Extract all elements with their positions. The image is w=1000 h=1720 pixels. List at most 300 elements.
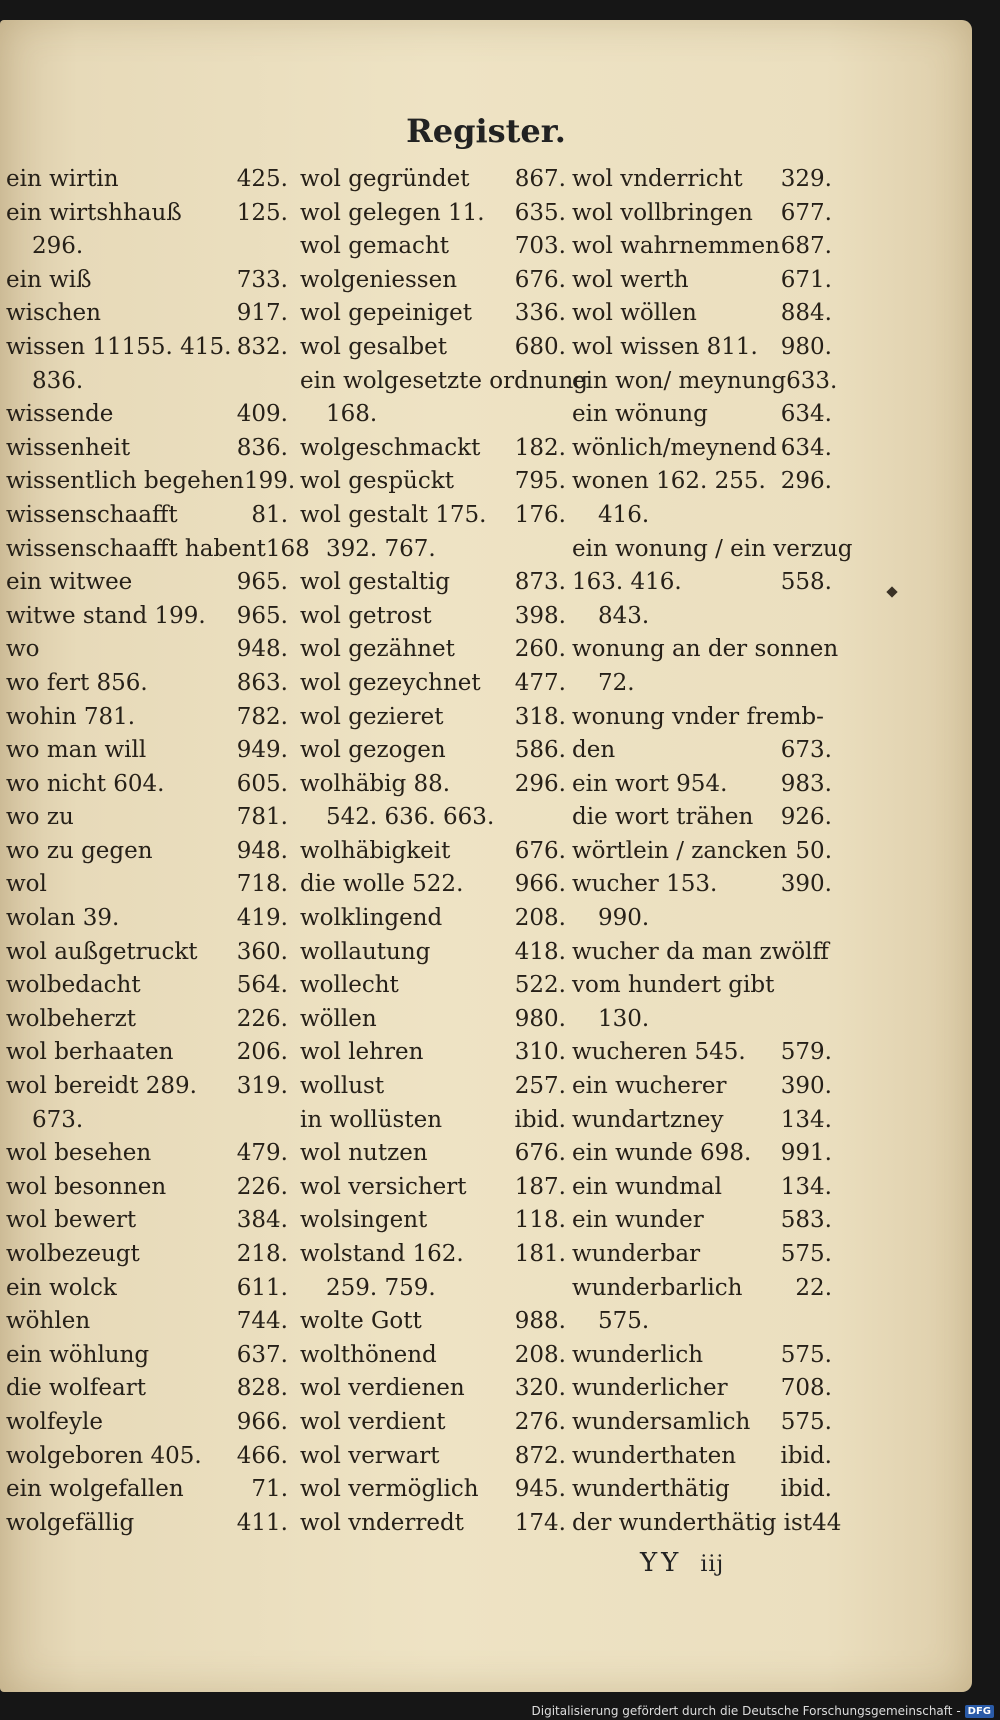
index-entry bbox=[300, 969, 568, 1003]
entry-page-ref: 187. bbox=[514, 1173, 566, 1200]
entry-page-ref: 181. bbox=[514, 1241, 566, 1267]
index-entry bbox=[572, 1238, 834, 1272]
entry-term: wol verdient bbox=[300, 1408, 446, 1435]
entry-term: wolan 39. bbox=[6, 905, 120, 932]
index-entry bbox=[6, 297, 290, 331]
index-entry bbox=[300, 197, 568, 231]
entry-term: ein wonung / ein verzug bbox=[572, 535, 853, 562]
entry-page-ref: 296. bbox=[780, 468, 832, 495]
index-entry bbox=[6, 197, 290, 231]
index-entry bbox=[300, 667, 568, 701]
entry-page-ref: 991. bbox=[780, 1140, 832, 1167]
entry-page-ref: 71. bbox=[251, 1476, 288, 1503]
index-entry bbox=[572, 1440, 834, 1474]
entry-term: wönlich/meynend bbox=[572, 434, 777, 461]
index-entry bbox=[6, 667, 290, 701]
entry-page-ref: 687. bbox=[780, 233, 832, 260]
entry-term: der wunderthätig ist bbox=[572, 1509, 813, 1536]
entry-term: wol vollbringen bbox=[572, 199, 753, 226]
entry-term: wol wahrnemmen bbox=[572, 233, 780, 260]
entry-page-ref: 611. bbox=[236, 1274, 288, 1301]
entry-page-ref: 125. bbox=[236, 199, 288, 226]
entry-term: vom hundert gibt bbox=[572, 972, 775, 999]
entry-term: wol gezähnet bbox=[300, 636, 455, 663]
entry-term: wol verwart bbox=[300, 1442, 440, 1469]
index-entry bbox=[572, 1171, 834, 1205]
entry-page-ref: 44 bbox=[812, 1509, 842, 1536]
entry-term: 168. bbox=[326, 401, 378, 428]
entry-term: ein wirtin bbox=[6, 166, 119, 192]
index-entry bbox=[300, 432, 568, 466]
entry-page-ref: 176. bbox=[514, 501, 566, 528]
index-entry bbox=[572, 768, 834, 802]
entry-term: ein wundmal bbox=[572, 1173, 723, 1200]
entry-term: wol vermöglich bbox=[300, 1476, 479, 1503]
entry-term: wol vnderricht bbox=[572, 166, 743, 192]
entry-term: wol gegründet bbox=[300, 166, 470, 192]
entry-page-ref: 218. bbox=[236, 1241, 288, 1267]
index-entry bbox=[6, 499, 290, 533]
entry-term: wunderthaten bbox=[572, 1442, 737, 1469]
entry-term: wolgeschmackt bbox=[300, 434, 481, 461]
index-entry bbox=[6, 1372, 290, 1406]
entry-page-ref: 863. bbox=[236, 669, 288, 696]
entry-page-ref: 708. bbox=[780, 1375, 832, 1402]
index-entry bbox=[6, 432, 290, 466]
entry-page-ref: 718. bbox=[236, 871, 288, 898]
index-entry bbox=[572, 1137, 834, 1171]
entry-term: wolbedacht bbox=[6, 972, 141, 999]
index-entry bbox=[572, 734, 834, 768]
index-entry bbox=[6, 801, 290, 835]
entry-page-ref: 676. bbox=[514, 837, 566, 864]
entry-page-ref: 966. bbox=[236, 1408, 288, 1435]
entry-term: die wort trähen bbox=[572, 804, 754, 831]
index-entry bbox=[300, 1372, 568, 1406]
entry-page-ref: 965. bbox=[236, 569, 288, 596]
index-entry bbox=[6, 264, 290, 298]
index-entry bbox=[300, 1406, 568, 1440]
entry-page-ref: 575. bbox=[780, 1241, 832, 1267]
index-entry bbox=[572, 566, 834, 600]
index-entry bbox=[300, 1137, 568, 1171]
index-entry bbox=[572, 533, 853, 567]
index-entry bbox=[300, 801, 568, 835]
entry-term: wol gezieret bbox=[300, 703, 444, 730]
entry-term: wolbezeugt bbox=[6, 1241, 140, 1267]
entry-term: wol außgetruckt bbox=[6, 938, 198, 965]
entry-term: wol getrost bbox=[300, 602, 432, 629]
entry-term: wol bbox=[6, 871, 47, 898]
entry-page-ref: 208. bbox=[514, 905, 566, 932]
index-entry bbox=[6, 1070, 290, 1104]
index-entry bbox=[572, 365, 838, 399]
entry-term: 836. bbox=[32, 367, 84, 394]
entry-term: wo man will bbox=[6, 737, 147, 764]
entry-term: witwe stand 199. bbox=[6, 602, 206, 629]
entry-term: ein wöhlung bbox=[6, 1341, 150, 1368]
entry-term: wolte Gott bbox=[300, 1308, 422, 1335]
entry-term: ein wolck bbox=[6, 1274, 117, 1301]
entry-page-ref: 671. bbox=[780, 266, 832, 293]
entry-term: 542. 636. 663. bbox=[326, 804, 495, 831]
index-entry bbox=[300, 936, 568, 970]
entry-page-ref: 733. bbox=[236, 266, 288, 293]
entry-page-ref: 466. bbox=[236, 1442, 288, 1469]
entry-term: ein wunde 698. bbox=[572, 1140, 752, 1167]
entry-term: wolthönend bbox=[300, 1341, 437, 1368]
entry-page-ref: 208. bbox=[514, 1341, 566, 1368]
entry-term: ein wiß bbox=[6, 266, 92, 293]
entry-term: wunderthätig bbox=[572, 1476, 730, 1503]
entry-term: wissenschaafft bbox=[6, 501, 178, 528]
entry-term: wohin 781. bbox=[6, 703, 136, 730]
entry-page-ref: 948. bbox=[236, 636, 288, 663]
entry-term: wolhäbigkeit bbox=[300, 837, 451, 864]
entry-page-ref: 182. bbox=[514, 434, 566, 461]
entry-page-ref: 411. bbox=[236, 1509, 288, 1536]
index-entry bbox=[572, 1104, 834, 1138]
entry-page-ref: 318. bbox=[514, 703, 566, 730]
entry-page-ref: 884. bbox=[780, 300, 832, 327]
entry-term: wissentlich begehen bbox=[6, 468, 244, 495]
entry-page-ref: 673. bbox=[780, 737, 832, 764]
entry-page-ref: 635. bbox=[514, 199, 566, 226]
entry-page-ref: 319. bbox=[236, 1073, 288, 1100]
index-entry bbox=[572, 902, 834, 936]
index-entry bbox=[572, 667, 834, 701]
entry-page-ref: 22. bbox=[795, 1274, 832, 1301]
index-entry bbox=[572, 197, 834, 231]
entry-page-ref: 948. bbox=[236, 837, 288, 864]
entry-term: wol vnderredt bbox=[300, 1509, 464, 1536]
index-entry bbox=[572, 1372, 834, 1406]
entry-term: wolbeherzt bbox=[6, 1005, 137, 1032]
entry-term: wol bereidt 289. bbox=[6, 1073, 197, 1100]
entry-term: den bbox=[572, 737, 616, 764]
entry-term: ein witwee bbox=[6, 569, 133, 596]
entry-page-ref: 418. bbox=[514, 938, 566, 965]
entry-page-ref: 477. bbox=[514, 669, 566, 696]
index-entry bbox=[6, 533, 310, 567]
index-entry bbox=[6, 1272, 290, 1306]
entry-term: die wolle 522. bbox=[300, 871, 464, 898]
index-entry bbox=[572, 230, 834, 264]
index-entry bbox=[300, 1036, 568, 1070]
entry-page-ref: 637. bbox=[236, 1341, 288, 1368]
entry-term: wol besehen bbox=[6, 1140, 152, 1167]
index-entry bbox=[300, 1507, 568, 1541]
entry-term: wol lehren bbox=[300, 1039, 424, 1066]
entry-term: wolgeniessen bbox=[300, 266, 458, 293]
digitization-credit bbox=[532, 1704, 995, 1718]
index-entry bbox=[6, 163, 290, 197]
index-entry bbox=[6, 701, 290, 735]
entry-term: wunderlicher bbox=[572, 1375, 728, 1402]
index-entry bbox=[6, 1473, 290, 1507]
entry-page-ref: 174. bbox=[514, 1509, 566, 1536]
entry-term: wolsingent bbox=[300, 1207, 428, 1234]
entry-term: wollust bbox=[300, 1073, 385, 1100]
index-entry bbox=[300, 230, 568, 264]
index-entry bbox=[300, 1339, 568, 1373]
index-column-2 bbox=[300, 163, 588, 1540]
index-entry bbox=[300, 1305, 568, 1339]
entry-page-ref: 836. bbox=[236, 434, 288, 461]
entry-term: 72. bbox=[598, 669, 635, 696]
index-entry bbox=[300, 768, 568, 802]
entry-page-ref: 781. bbox=[236, 804, 288, 831]
index-entry bbox=[6, 1137, 290, 1171]
entry-page-ref: 945. bbox=[514, 1476, 566, 1503]
entry-term: wunderbar bbox=[572, 1241, 701, 1267]
signature-mark bbox=[640, 1548, 724, 1578]
entry-term: ein wirtshhauß bbox=[6, 199, 182, 226]
entry-term: ein wort 954. bbox=[572, 770, 728, 797]
entry-term: 673. bbox=[32, 1106, 84, 1133]
index-entry bbox=[300, 1070, 568, 1104]
entry-term: wol versichert bbox=[300, 1173, 467, 1200]
entry-term: wol gezeychnet bbox=[300, 669, 481, 696]
index-entry bbox=[300, 1238, 568, 1272]
index-entry bbox=[6, 1171, 290, 1205]
entry-term: ein wolgefallen bbox=[6, 1476, 184, 1503]
entry-page-ref: ibid. bbox=[514, 1106, 566, 1133]
entry-page-ref: 828. bbox=[236, 1375, 288, 1402]
entry-page-ref: 199. bbox=[243, 468, 296, 495]
entry-term: ein wolgesetzte ordnung bbox=[300, 367, 588, 394]
entry-term: wolfeyle bbox=[6, 1408, 103, 1435]
index-entry bbox=[300, 1440, 568, 1474]
book-page bbox=[0, 20, 972, 1692]
entry-page-ref: 320. bbox=[514, 1375, 566, 1402]
entry-page-ref: 257. bbox=[514, 1073, 566, 1100]
entry-page-ref: 479. bbox=[236, 1140, 288, 1167]
entry-page-ref: 398. bbox=[514, 602, 566, 629]
entry-term: wöllen bbox=[300, 1005, 377, 1032]
entry-term: wol gemacht bbox=[300, 233, 449, 260]
index-entry bbox=[6, 1305, 290, 1339]
entry-page-ref: 168 bbox=[265, 535, 310, 562]
entry-term: wollautung bbox=[300, 938, 431, 965]
entry-term: wöhlen bbox=[6, 1308, 91, 1335]
entry-term: wo fert 856. bbox=[6, 669, 148, 696]
index-entry bbox=[300, 365, 588, 399]
index-entry bbox=[572, 1036, 834, 1070]
index-entry bbox=[572, 1003, 834, 1037]
index-entry bbox=[572, 264, 834, 298]
index-entry bbox=[300, 1104, 568, 1138]
index-entry bbox=[572, 1473, 834, 1507]
entry-page-ref: 676. bbox=[514, 266, 566, 293]
entry-page-ref: 50. bbox=[795, 837, 832, 864]
entry-term: 843. bbox=[598, 602, 650, 629]
entry-page-ref: 296. bbox=[514, 770, 566, 797]
index-entry bbox=[300, 734, 568, 768]
entry-term: wo bbox=[6, 636, 40, 663]
entry-term: 575. bbox=[598, 1308, 650, 1335]
index-entry bbox=[300, 1204, 568, 1238]
index-entry bbox=[6, 969, 290, 1003]
entry-term: wissenschaafft habent bbox=[6, 535, 266, 562]
index-entry bbox=[6, 734, 290, 768]
entry-page-ref: 522. bbox=[514, 972, 566, 999]
entry-term: ein wucherer bbox=[572, 1073, 727, 1100]
index-entry bbox=[6, 600, 290, 634]
index-entry bbox=[300, 1003, 568, 1037]
entry-page-ref: 586. bbox=[514, 737, 566, 764]
entry-term: wischen bbox=[6, 300, 101, 327]
entry-page-ref: 605. bbox=[236, 770, 288, 797]
entry-term: 130. bbox=[598, 1005, 650, 1032]
index-entry bbox=[300, 1473, 568, 1507]
entry-term: wolgefällig bbox=[6, 1509, 135, 1536]
entry-page-ref: 832. bbox=[236, 333, 288, 360]
entry-page-ref: 965. bbox=[236, 602, 288, 629]
entry-page-ref: 226. bbox=[236, 1005, 288, 1032]
entry-page-ref: ibid. bbox=[780, 1442, 832, 1469]
entry-page-ref: 583. bbox=[780, 1207, 832, 1234]
entry-page-ref: 949. bbox=[236, 737, 288, 764]
entry-page-ref: 966. bbox=[514, 871, 566, 898]
index-entry bbox=[300, 499, 568, 533]
entry-term: die wolfeart bbox=[6, 1375, 146, 1402]
page-heading: Register. bbox=[406, 112, 566, 150]
entry-page-ref: 118. bbox=[514, 1207, 566, 1234]
index-entry bbox=[6, 230, 290, 264]
entry-term: wunderlich bbox=[572, 1341, 704, 1368]
entry-term: 392. 767. bbox=[326, 535, 436, 562]
index-entry bbox=[6, 902, 290, 936]
entry-page-ref: 384. bbox=[236, 1207, 288, 1234]
entry-page-ref: 917. bbox=[236, 300, 288, 327]
entry-term: wol gesalbet bbox=[300, 333, 447, 360]
index-entry bbox=[6, 1204, 290, 1238]
index-entry bbox=[300, 163, 568, 197]
entry-page-ref: 634. bbox=[780, 434, 832, 461]
entry-page-ref: 988. bbox=[514, 1308, 566, 1335]
index-entry bbox=[300, 297, 568, 331]
index-entry bbox=[572, 331, 834, 365]
index-entry bbox=[300, 633, 568, 667]
index-entry bbox=[572, 835, 834, 869]
index-entry bbox=[6, 768, 290, 802]
entry-page-ref: 390. bbox=[780, 871, 832, 898]
index-entry bbox=[6, 331, 290, 365]
entry-term: wucheren 545. bbox=[572, 1039, 746, 1066]
index-entry bbox=[6, 566, 290, 600]
signature-letters: YY bbox=[640, 1548, 683, 1578]
entry-page-ref: 390. bbox=[780, 1073, 832, 1100]
entry-term: wol werth bbox=[572, 266, 689, 293]
entry-page-ref: 680. bbox=[514, 333, 566, 360]
entry-page-ref: ibid. bbox=[780, 1476, 832, 1503]
credit-text: Digitalisierung gefördert durch die Deutsche Forschungsgemeinschaft - bbox=[531, 1704, 961, 1718]
entry-term: wundartzney bbox=[572, 1106, 724, 1133]
entry-page-ref: 310. bbox=[514, 1039, 566, 1066]
index-entry bbox=[300, 398, 568, 432]
entry-page-ref: 575. bbox=[780, 1408, 832, 1435]
index-entry bbox=[572, 600, 834, 634]
index-entry bbox=[6, 398, 290, 432]
entry-page-ref: 633. bbox=[786, 367, 838, 394]
entry-term: wolstand 162. bbox=[300, 1241, 464, 1267]
entry-page-ref: 677. bbox=[780, 199, 832, 226]
index-entry bbox=[572, 1272, 834, 1306]
entry-page-ref: 360. bbox=[236, 938, 288, 965]
index-entry bbox=[300, 1272, 568, 1306]
entry-page-ref: 206. bbox=[236, 1039, 288, 1066]
entry-page-ref: 425. bbox=[236, 166, 288, 192]
entry-term: wolhäbig 88. bbox=[300, 770, 451, 797]
entry-term: ein wönung bbox=[572, 401, 708, 428]
entry-term: wunderbarlich bbox=[572, 1274, 743, 1301]
dfg-logo: DFG bbox=[965, 1705, 994, 1718]
entry-page-ref: 872. bbox=[514, 1442, 566, 1469]
index-entry bbox=[572, 701, 834, 735]
index-entry bbox=[300, 566, 568, 600]
entry-term: wucher da man zwölff bbox=[572, 938, 829, 965]
entry-term: wissen 11155. 415. bbox=[6, 333, 232, 360]
entry-page-ref: 873. bbox=[514, 569, 566, 596]
index-entry bbox=[300, 331, 568, 365]
entry-term: wol gelegen 11. bbox=[300, 199, 485, 226]
index-entry bbox=[572, 1507, 842, 1541]
entry-term: wonung vnder fremb- bbox=[572, 703, 824, 730]
entry-term: wo nicht 604. bbox=[6, 770, 165, 797]
entry-page-ref: 579. bbox=[780, 1039, 832, 1066]
index-entry bbox=[572, 465, 834, 499]
index-entry bbox=[6, 1406, 290, 1440]
index-entry bbox=[572, 297, 834, 331]
entry-term: wol gestaltig bbox=[300, 569, 450, 596]
index-entry bbox=[300, 600, 568, 634]
index-entry bbox=[572, 432, 834, 466]
entry-term: wo zu gegen bbox=[6, 837, 153, 864]
index-column-3 bbox=[572, 163, 853, 1540]
entry-term: wol gepeiniget bbox=[300, 300, 472, 327]
index-entry bbox=[6, 1104, 290, 1138]
entry-page-ref: 983. bbox=[780, 770, 832, 797]
index-entry bbox=[300, 835, 568, 869]
entry-page-ref: 703. bbox=[514, 233, 566, 260]
index-entry bbox=[6, 1003, 290, 1037]
entry-page-ref: 676. bbox=[514, 1140, 566, 1167]
entry-term: wollecht bbox=[300, 972, 399, 999]
entry-term: wol bewert bbox=[6, 1207, 137, 1234]
entry-page-ref: 980. bbox=[514, 1005, 566, 1032]
entry-term: 990. bbox=[598, 905, 650, 932]
entry-page-ref: 276. bbox=[514, 1408, 566, 1435]
index-entry bbox=[6, 465, 296, 499]
entry-page-ref: 564. bbox=[236, 972, 288, 999]
index-entry bbox=[572, 633, 839, 667]
entry-page-ref: 336. bbox=[514, 300, 566, 327]
index-entry bbox=[6, 936, 290, 970]
index-entry bbox=[572, 163, 834, 197]
index-entry bbox=[572, 801, 834, 835]
index-entry bbox=[300, 902, 568, 936]
entry-page-ref: 409. bbox=[236, 401, 288, 428]
entry-term: wolklingend bbox=[300, 905, 443, 932]
entry-page-ref: 867. bbox=[514, 166, 566, 192]
entry-term: wol berhaaten bbox=[6, 1039, 174, 1066]
index-entry bbox=[300, 264, 568, 298]
index-entry bbox=[6, 1507, 290, 1541]
index-entry bbox=[6, 365, 290, 399]
entry-page-ref: 744. bbox=[236, 1308, 288, 1335]
entry-term: wo zu bbox=[6, 804, 74, 831]
